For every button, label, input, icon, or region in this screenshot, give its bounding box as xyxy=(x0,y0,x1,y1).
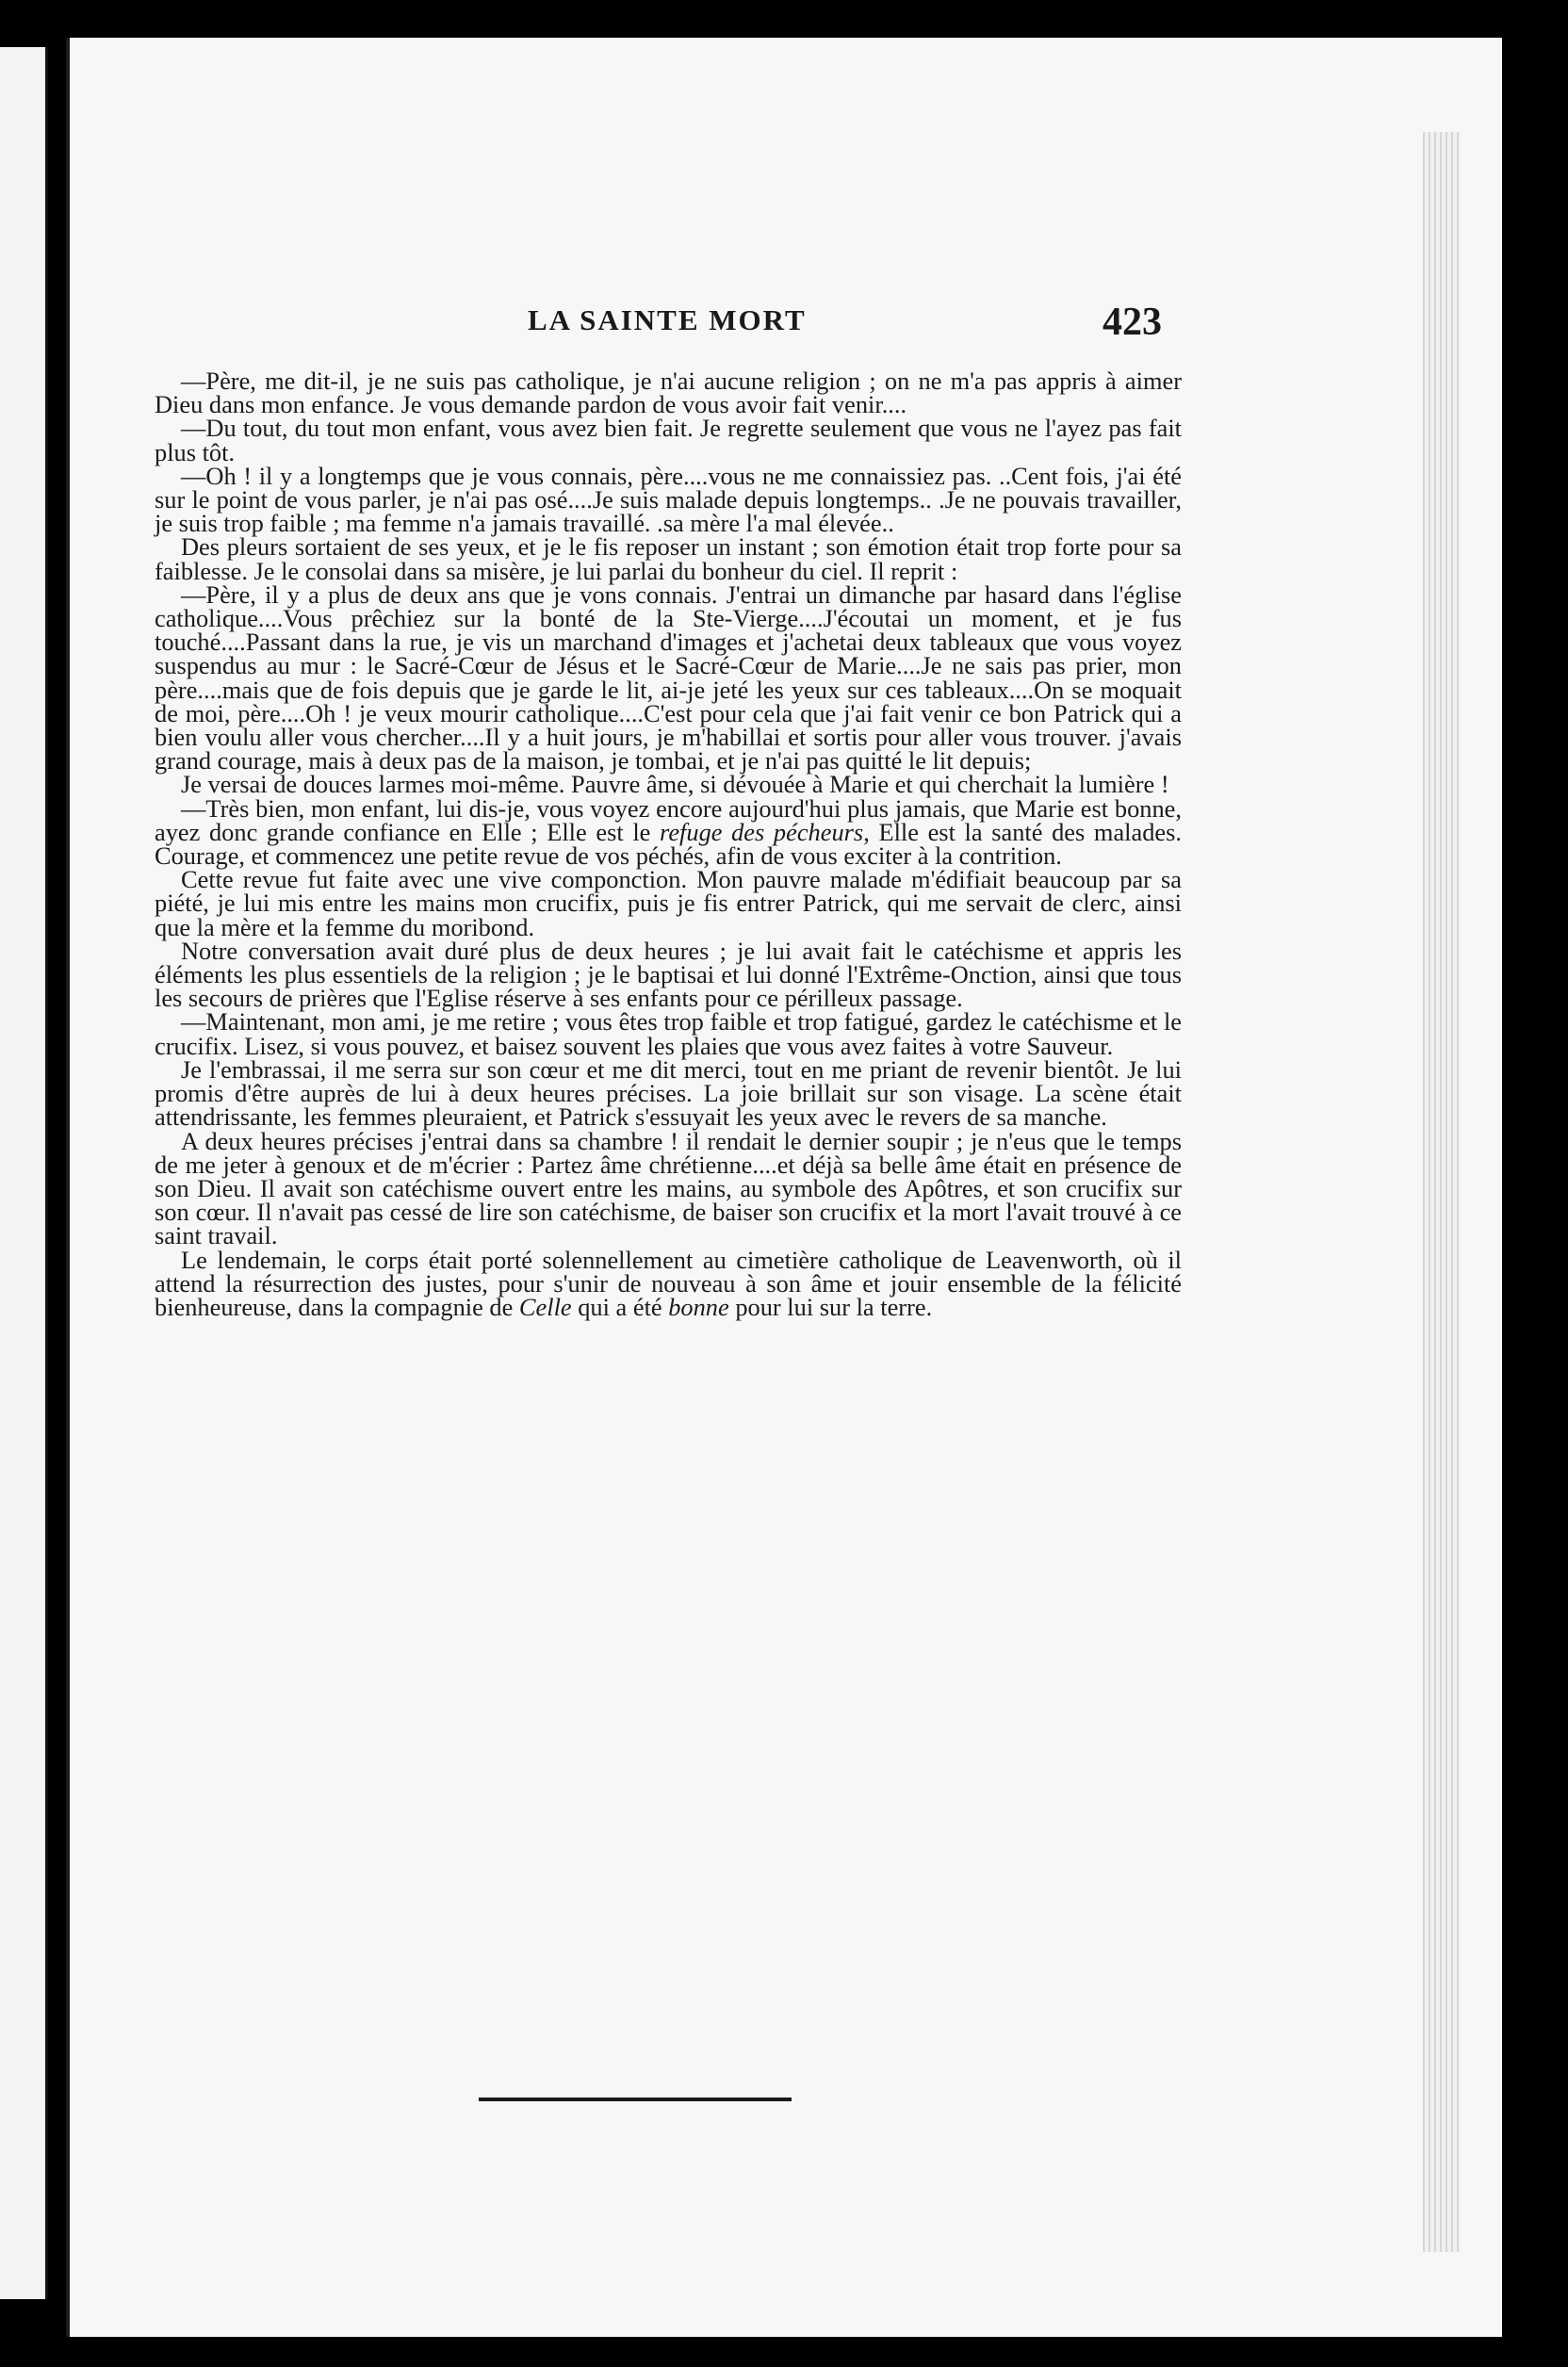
text-segment: Notre conversation avait duré plus de deux heures ; je lui avait fait le catéchisme et appris les éléments les plus essentiels de la religion ; je le baptisai et lui donné l'Extrême-Onction, ainsi que tous les secours de prières que l'Eglise réserve à ses enfants pour ce périlleux passage. xyxy=(155,936,1182,1013)
text-segment: Le lendemain, le corps était porté solennellement au cimetière catholique de Leavenworth, où il attend la résurrection des justes, pour s'unir de nouveau à son âme et jouir ensemble de la félicité bienheureuse, dans la compagnie de xyxy=(155,1245,1182,1321)
paragraph xyxy=(155,1245,1182,1321)
text-segment: , Elle est la santé des malades. Courage, et commencez une petite revue de vos péchés, afin de vous exciter à la contrition. xyxy=(155,817,1182,871)
italic-text: Celle xyxy=(518,1292,572,1321)
paragraph xyxy=(155,1054,1182,1132)
paragraph xyxy=(155,865,1182,941)
paragraph xyxy=(155,416,1182,464)
closing-rule xyxy=(479,2098,792,2101)
text-segment: —Oh ! il y a longtemps que je vous connais, père....vous ne me connaissiez pas. ..Cent fois, j'ai été sur le point de vous parler, je n'ai pas osé....Je suis malade depuis longtemps.. .Je ne pouvais travailler, je suis trop faible ; ma femme n'a jamais travaillé. .sa mère l'a mal élevée.. xyxy=(155,461,1182,538)
text-segment: —Père, me dit-il, je ne suis pas catholique, je n'ai aucune religion ; on ne m'a pas appris à aimer Dieu dans mon enfance. Je vous demande pardon de vous avoir fait venir.... xyxy=(155,367,1182,419)
running-title: LA SAINTE MORT xyxy=(528,303,807,336)
text-segment: A deux heures précises j'entrai dans sa chambre ! il rendait le dernier soupir ; je n'eus que le temps de me jeter à genoux et de m'écrier : Partez âme chrétienne....et déjà sa belle âme était en présence de son Dieu. Il avait son catéchisme ouvert entre les mains, au symbole des Apôtres, et son crucifix sur son cœur. Il n'avait pas cessé de lire son catéchisme, de baiser son crucifix et la mort l'avait trouvé à ce saint travail. xyxy=(155,1126,1182,1250)
paragraph xyxy=(155,1126,1182,1250)
text-segment: qui a été xyxy=(571,1292,669,1321)
text-segment: —Très bien, mon enfant, lui dis-je, vous voyez encore aujourd'hui plus jamais, que Marie est bonne, ayez donc grande confiance en Elle ; Elle est le xyxy=(155,793,1182,846)
text-segment: pour lui sur la terre. xyxy=(728,1292,933,1321)
page-edges xyxy=(1423,132,1461,2252)
paragraph xyxy=(155,793,1182,871)
paragraph xyxy=(155,532,1182,585)
paragraph xyxy=(155,580,1182,775)
text-segment: —Maintenant, mon ami, je me retire ; vous êtes trop faible et trop fatigué, gardez le catéchisme et le crucifix. Lisez, si vous pouvez, et baisez souvent les plaies que vous avez faites à votre Sauveur. xyxy=(155,1007,1182,1060)
text-segment: Des pleurs sortaient de ses yeux, et je le fis reposer un instant ; son émotion était trop forte pour sa faiblesse. Je le consolai dans sa misère, je lui parlai du bonheur du ciel. Il reprit : xyxy=(155,532,1182,585)
body-text xyxy=(155,369,1182,1319)
italic-text: bonne xyxy=(668,1292,729,1321)
text-segment: Je versai de douces larmes moi-même. Pauvre âme, si dévouée à Marie et qui cherchait la lumière ! xyxy=(181,770,1169,799)
paragraph xyxy=(155,936,1182,1013)
paragraph xyxy=(155,461,1182,538)
left-page-edge xyxy=(0,47,48,2299)
text-segment: —Du tout, du tout mon enfant, vous avez bien fait. Je regrette seulement que vous ne l'ayez pas fait plus tôt. xyxy=(155,414,1182,466)
text-segment: Cette revue fut faite avec une vive componction. Mon pauvre malade m'édifiait beaucoup par sa piété, je lui mis entre les mains mon crucifix, puis je fis entrer Patrick, qui me servait de clerc, ainsi que la mère et la femme du moribond. xyxy=(155,865,1182,941)
paragraph xyxy=(155,1007,1182,1060)
text-segment: —Père, il y a plus de deux ans que je vons connais. J'entrai un dimanche par hasard dans l'église catholique....Vous prêchiez sur la bonté de la Ste-Vierge....J'écoutai un moment, et je fus touché....Passant dans la rue, je vis un marchand d'images et j'achetai deux tableaux que vous voyez suspendus au mur : le Sacré-Cœur de Jésus et le Sacré-Cœur de Marie....Je ne sais pas prier, mon père....mais que de fois depuis que je garde le lit, ai-je jeté les yeux sur ces tableaux....On se moquait de moi, père....Oh ! je veux mourir catholique....C'est pour cela que j'ai fait venir ce bon Patrick qui a bien voulu aller vous chercher....Il y a huit jours, je m'habillai et sortis pour aller vous trouver. j'avais grand courage, mais à deux pas de la maison, je tombai, et je n'ai pas quitté le lit depuis; xyxy=(155,580,1182,775)
page-number: 423 xyxy=(1102,301,1162,344)
paragraph xyxy=(155,367,1182,419)
italic-text: refuge des pécheurs xyxy=(660,817,864,846)
text-segment: Je l'embrassai, il me serra sur son cœur et me dit merci, tout en me priant de revenir bientôt. Je lui promis d'être auprès de lui à deux heures précises. La joie brillait sur son visage. La scène était attendrissante, les femmes pleuraient, et Patrick s'essuyait les yeux avec le revers de sa manche. xyxy=(155,1054,1182,1132)
